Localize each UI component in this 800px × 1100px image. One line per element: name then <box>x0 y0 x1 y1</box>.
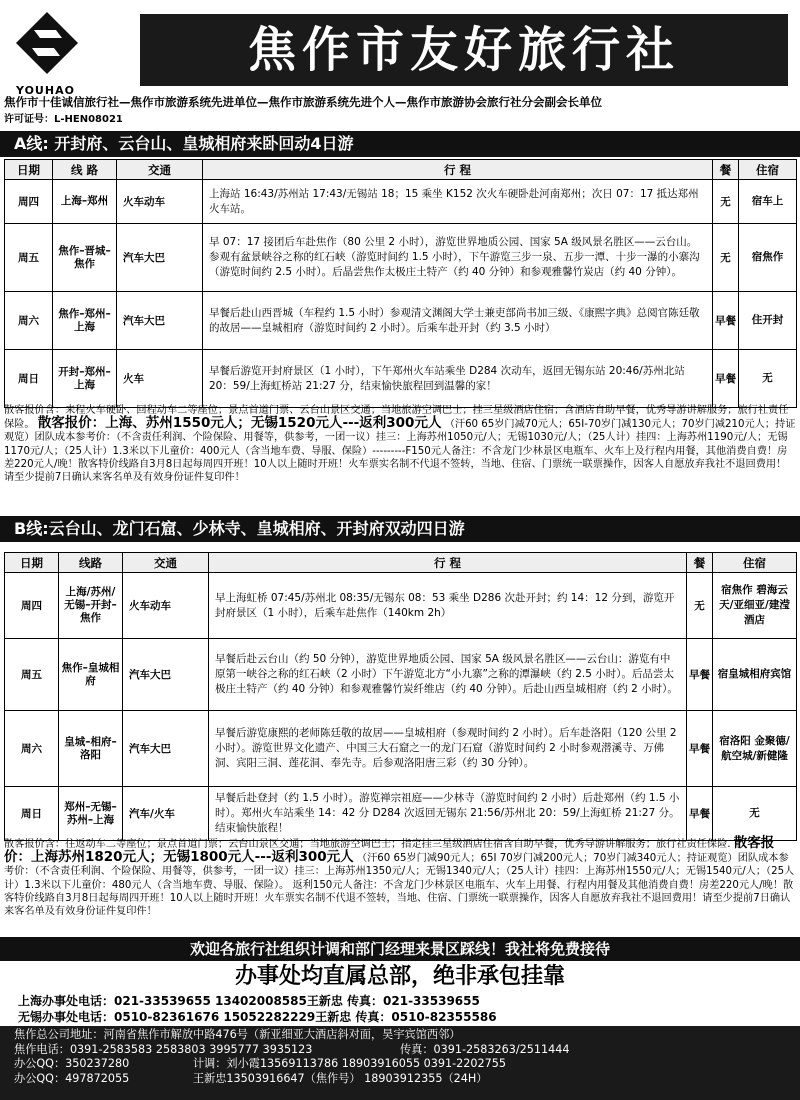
table-row <box>5 350 797 408</box>
row-meal: 早餐 <box>713 292 739 350</box>
company-name: 焦作市友好旅行社 <box>140 14 788 86</box>
header-meal: 餐 <box>713 160 739 180</box>
row-transport: 汽车大巴 <box>123 711 209 787</box>
row-transport: 汽车大巴 <box>123 639 209 711</box>
row-route: 上海/苏州/无锡–开封–焦作 <box>59 573 123 639</box>
route-b-title: B线:云台山、龙门石窟、少林寺、皇城相府、开封府双动四日游 <box>0 516 800 542</box>
shanghai-office-contact: 上海办事处电话：021-33539655 13402008585王新忠 传真：021-33539655 <box>18 994 480 1008</box>
table-row <box>5 787 797 841</box>
row-route: 焦作–晋城–焦作 <box>53 224 117 292</box>
route-b-table <box>4 552 797 841</box>
hq-fax: 传真：0391-2583263/2511444 <box>399 1042 570 1056</box>
header-transport: 交通 <box>123 553 209 573</box>
header-stay: 住宿 <box>739 160 797 180</box>
row-stay: 宿焦作 碧海云天/亚细亚/建滢酒店 <box>713 573 797 639</box>
route-a-includes: 散客报价含：来程火车硬卧、回程动车二等座位；景点首道门票、云台山景区交通；当地旅游空调巴士；挂三星级酒店住宿；含酒店自助早餐，优秀导游讲解服务；旅行社责任保险。 <box>4 405 789 431</box>
route-b-remarks: （汗60 65岁门减90元人；65I 70岁门减200元人；70岁门减340元人；持证观览）团队成本参考价：（不含责任利润、个险保险、用餐等，供参考，一团一议）挂三：上海苏州1350元/人；无锡1340元/人；（25人计）挂四：上海苏州1550元/人；无锡1540元/人；（25人计）1.3米以下儿童价：480元人（含当地车费、导服、保险）。 返利150元人备注：不含龙门少林景区电瓶车、火车上用餐、行程内用餐及其他消费自费！房差220元人/晚！散客特价线路自3月8日起每周四开班！10人以上随时开班！火车票实名制不代退不签转，当地、住宿、门票统一联票操作，因客人自愿放弃我社不退回费用！请至少提前7日确认来客名单及有效身份证件复印件！ <box>4 853 795 918</box>
company-logo <box>12 8 82 88</box>
row-program: 早餐后游览开封府景区（1 小时），下午郑州火车站乘坐 D284 次动车，返回无锡东站 20:46/苏州北站 20：59/上海虹桥站 21:27 分，结束愉快旅程回到温馨的家！ <box>203 350 713 408</box>
row-stay: 宿焦作 <box>739 224 797 292</box>
row-route: 上海–郑州 <box>53 180 117 224</box>
operator-contact: 计调：刘小霞13569113786 18903916055 0391-2202755 <box>192 1057 506 1071</box>
row-day: 周五 <box>5 639 59 711</box>
invite-banner: 欢迎各旅行社组织计调和部门经理来景区踩线！我社将免费接待 <box>0 937 800 961</box>
route-b-notes <box>4 837 796 918</box>
route-b-price: 散客报价：上海苏州1820元人；无锡1800元人---返利300元人 <box>4 835 775 866</box>
route-a-title: A线: 开封府、云台山、皇城相府来卧回动4日游 <box>0 131 800 157</box>
row-transport: 火车动车 <box>123 573 209 639</box>
direct-office-banner: 办事处均直属总部，绝非承包挂靠 <box>234 964 565 989</box>
row-transport: 火车动车 <box>117 180 203 224</box>
row-stay: 宿洛阳 金聚德/航空城/新健隆 <box>713 711 797 787</box>
row-program: 早餐后赴登封（约 1.5 小时）。游览禅宗祖庭——少林寺（游览时间约 2 小时）后赴郑州（约 1.5 小时）。郑州火车站乘坐 14：42 分 D284 次返回无锡东 21:56/苏州北 20：59/上海虹桥 21:27 分。结束愉快旅程！ <box>209 787 687 841</box>
header-stay: 住宿 <box>713 553 797 573</box>
manager-contact: 王新忠13503916647（焦作号） 18903912355（24H） <box>192 1071 488 1085</box>
row-program: 早餐后赴云台山（约 50 分钟），游览世界地质公园、国家 5A 级风景名胜区——云台山：游览有中原第一峡谷之称的红石峡（2 小时）下午游览北方“小九寨”之称的潭瀑峡（约 2.5 小时）。后品尝太极庄土特产（约 40 分钟）和参观雅馨竹炭纤维店（约 40 分钟）。后赴山西皇城相府（约 2 小时）。 <box>209 639 687 711</box>
row-transport: 汽车大巴 <box>117 292 203 350</box>
table-row <box>5 292 797 350</box>
hq-phone: 焦作电话：0391-2583583 2583803 3995777 3935123 <box>14 1042 313 1056</box>
row-day: 周六 <box>5 292 53 350</box>
row-route: 皇城–相府–洛阳 <box>59 711 123 787</box>
row-meal: 无 <box>713 180 739 224</box>
table-row <box>5 180 797 224</box>
row-day: 周四 <box>5 573 59 639</box>
row-stay: 宿皇城相府宾馆 <box>713 639 797 711</box>
footer-phone-row <box>14 1043 786 1058</box>
row-route: 焦作–皇城相府 <box>59 639 123 711</box>
table-header-row <box>5 553 797 573</box>
table-row <box>5 639 797 711</box>
row-day: 周日 <box>5 350 53 408</box>
row-meal: 无 <box>687 573 713 639</box>
header-transport: 交通 <box>117 160 203 180</box>
row-route: 焦作–郑州–上海 <box>53 292 117 350</box>
license-number: 许可证号：L-HEN08021 <box>4 114 123 125</box>
row-stay: 无 <box>713 787 797 841</box>
row-program: 早 07：17 接团后车赴焦作（80 公里 2 小时），游览世界地质公园、国家 5A 级风景名胜区——云台山。参观有盆景峡谷之称的红石峡（游览时间约 1.5 小时），下午游览三步一泉、五步一潭、十步一瀑的小寨沟（游览时间约 2.5 小时）。后晶尝焦作太极庄土特产（约 40 分钟）和参观雅馨竹炭店（约 40 分钟）。 <box>203 224 713 292</box>
row-stay: 住开封 <box>739 292 797 350</box>
row-day: 周六 <box>5 711 59 787</box>
row-day: 周四 <box>5 180 53 224</box>
table-row <box>5 711 797 787</box>
row-meal: 无 <box>713 224 739 292</box>
row-meal: 早餐 <box>687 787 713 841</box>
header-date: 日期 <box>5 160 53 180</box>
row-meal: 早餐 <box>713 350 739 408</box>
route-b-includes: 散客报价含：往返动车二等座位；景点首道门票；云台山景区交通；当地旅游空调巴士；指定挂三星级酒店住宿含自助早餐，优秀导游讲解服务；旅行社责任保险. <box>4 839 731 850</box>
row-stay: 无 <box>739 350 797 408</box>
footer-qq-row-1 <box>14 1057 786 1072</box>
row-meal: 早餐 <box>687 711 713 787</box>
row-program: 上海站 16:43/苏州站 17:43/无锡站 18；15 乘坐 K152 次火车硬卧赴河南郑州；次日 07：17 抵达郑州火车站。 <box>203 180 713 224</box>
header-route: 线路 <box>59 553 123 573</box>
table-row <box>5 573 797 639</box>
row-day: 周日 <box>5 787 59 841</box>
header-program: 行 程 <box>209 553 687 573</box>
company-honors: 焦作市十佳诚信旅行社—焦作市旅游系统先进单位—焦作市旅游系统先进个人—焦作市旅游协会旅行社分会副会长单位 <box>4 95 602 109</box>
footer-qq-row-2 <box>14 1072 786 1087</box>
table-row <box>5 224 797 292</box>
header-date: 日期 <box>5 553 59 573</box>
row-meal: 早餐 <box>687 639 713 711</box>
row-program: 早餐后赴山西晋城（车程约 1.5 小时）参观清文渊阁大学士兼吏部尚书加三级、《康熙字典》总阅官陈廷敬的故居——皇城相府（游览时间约 2 小时）。后乘车赴开封（约 3.5 小时） <box>203 292 713 350</box>
header-meal: 餐 <box>687 553 713 573</box>
route-a-remarks: （汗60 65岁门减70元人；65I-70岁门减130元人；70岁门减210元人；持证观览）团队成本参考价：（不含责任利润、个险保险、用餐等，供参考，一团一议）挂三：上海苏州1050元/人；无锡1030元/人；（25人计）挂四：上海苏州1190元/人；无锡1170元/人；（25人计）1.3米以下儿童价：400元人（含当地车费、导服、保险）---------F150元人备注：不含龙门少林景区电瓶车、火车上及行程内用餐，其他消费自费！房差220元人/晚！散客特价线路自3月8日起每周四开班！10人以上随时开班！火车票实名制不代退不签转，当地、住宿、门票统一联票操作，因客人自愿放弃我社不退回费用！请至少提前7日确认来客名单及有效身份证件复印件！ <box>4 419 796 484</box>
logo-text: YOUHAO <box>16 84 75 97</box>
header-program: 行 程 <box>203 160 713 180</box>
row-route: 开封–郑州–上海 <box>53 350 117 408</box>
hq-address: 焦作总公司地址：河南省焦作市解放中路476号（新亚细亚大酒店斜对面，昊宇宾馆西邻） <box>14 1028 461 1041</box>
office-qq-1: 办公QQ：350237280 <box>14 1057 130 1071</box>
route-a-price: 散客报价：上海、苏州1550元人；无锡1520元人---返利300元人 <box>37 415 442 432</box>
row-transport: 汽车/火车 <box>123 787 209 841</box>
row-day: 周五 <box>5 224 53 292</box>
row-program: 早餐后游览康熙的老师陈廷敬的故居——皇城相府（参观时间约 2 小时）。后车赴洛阳（120 公里 2 小时）。游览世界文化遗产、中国三大石窟之一的龙门石窟（游览时间约 2 小时参观潜溪寺、万佛洞、宾阳三洞、莲花洞、奉先寺。后参观洛阳唐三彩（约 30 分钟）。 <box>209 711 687 787</box>
wuxi-office-contact: 无锡办事处电话：0510-82361676 15052282229王新忠 传真：0510-82355586 <box>18 1010 497 1024</box>
header-route: 线 路 <box>53 160 117 180</box>
office-qq-2: 办公QQ：497872055 <box>14 1071 130 1085</box>
route-a-table <box>4 159 797 408</box>
row-stay: 宿车上 <box>739 180 797 224</box>
row-route: 郑州–无锡–苏州–上海 <box>59 787 123 841</box>
route-a-notes <box>4 404 796 484</box>
company-footer <box>0 1026 800 1100</box>
row-transport: 汽车大巴 <box>117 224 203 292</box>
row-transport: 火车 <box>117 350 203 408</box>
table-header-row <box>5 160 797 180</box>
page-header <box>0 0 800 125</box>
row-program: 早上海虹桥 07:45/苏州北 08:35/无锡东 08：53 乘坐 D286 次赴开封；约 14：12 分到，游览开封府景区（1 小时），后乘车赴焦作（140km 2h） <box>209 573 687 639</box>
